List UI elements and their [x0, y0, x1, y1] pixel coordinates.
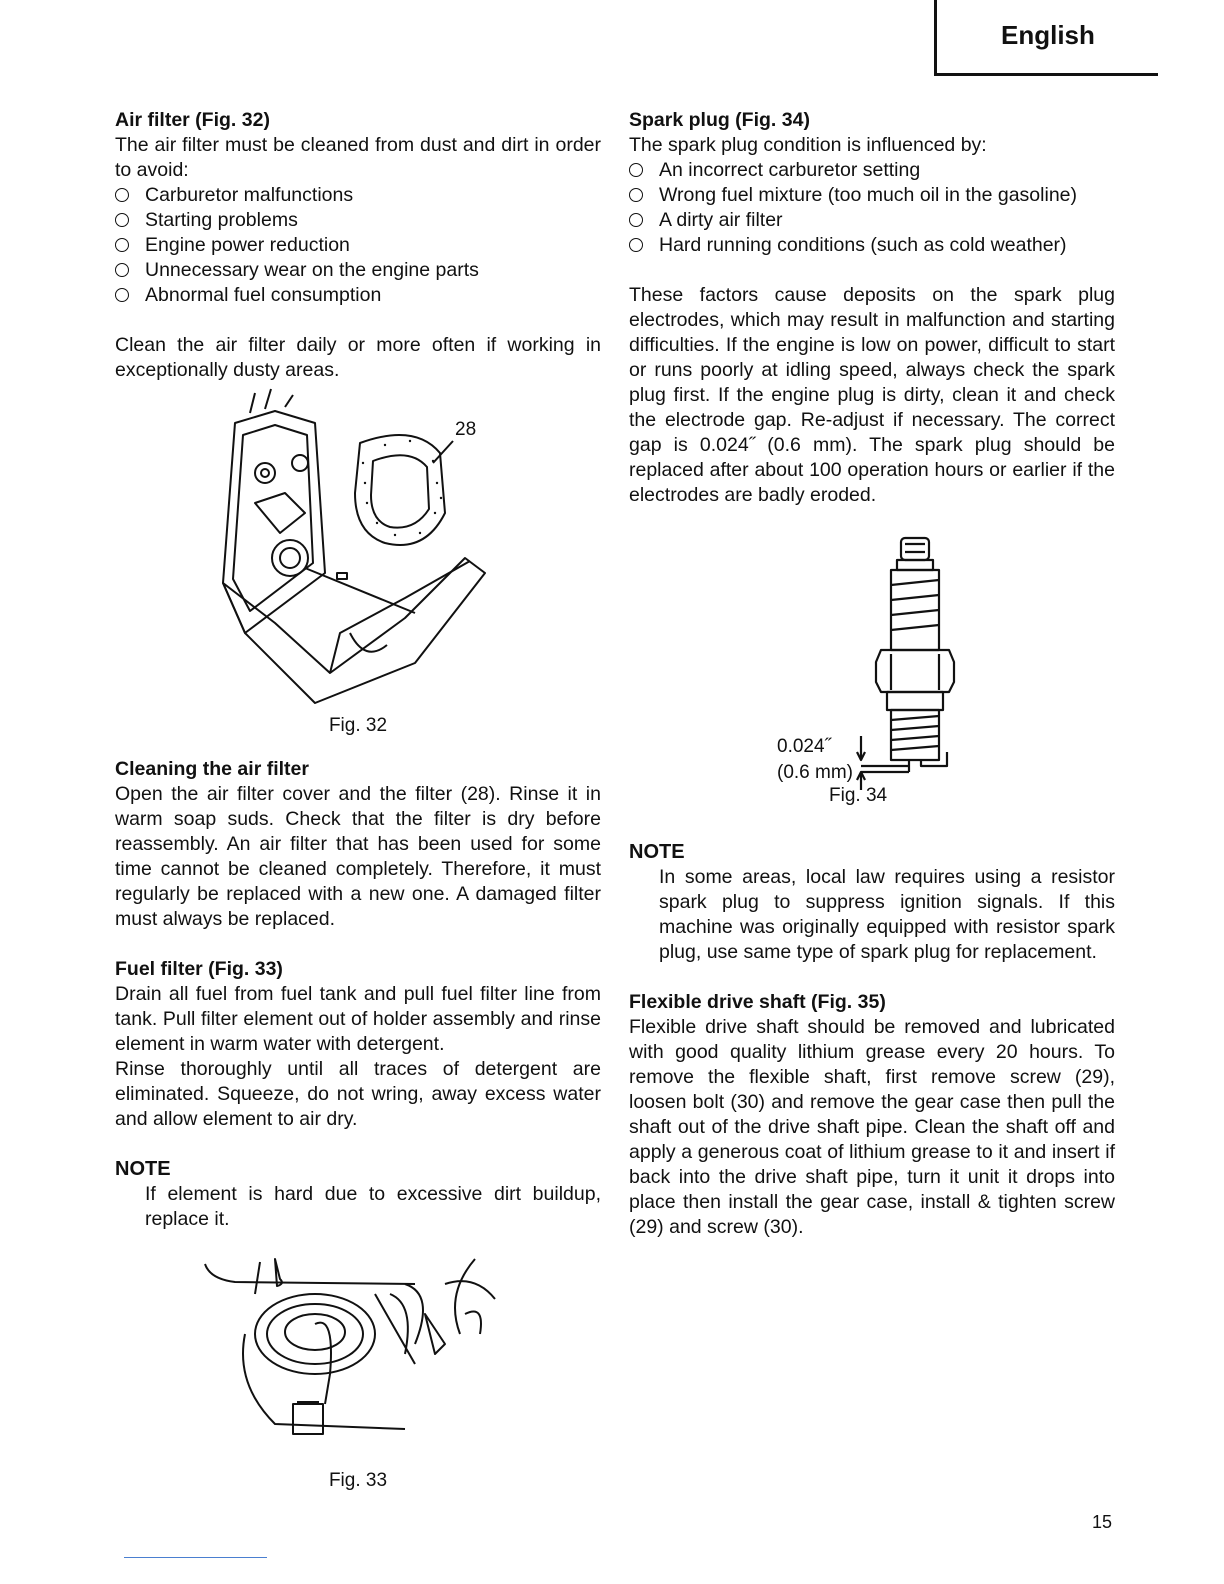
circle-bullet-icon [629, 163, 643, 177]
gap-inches: 0.024˝ [777, 736, 831, 757]
left-note-body: If element is hard due to excessive dirt buildup, replace it. [145, 1183, 601, 1230]
list-item: Carburetor malfunctions [115, 183, 601, 208]
callout-28: 28 [455, 419, 477, 440]
fuel-filter-body-2: Rinse thoroughly until all traces of detergent are eliminated. Squeeze, do not wring, away excess water and allow element to air dry. [115, 1058, 601, 1130]
figure-34-caption: Fig. 34 [829, 785, 888, 806]
spark-plug-illustration [629, 530, 1115, 810]
circle-bullet-icon [629, 188, 643, 202]
language-tab [934, 0, 1158, 76]
fuel-filter-body-1: Drain all fuel from fuel tank and pull fuel filter line from tank. Pull filter element out of holder assembly and rinse element in warm water with detergent. [115, 983, 601, 1055]
right-column [629, 108, 1115, 1240]
left-note-title: NOTE [115, 1158, 171, 1180]
circle-bullet-icon [115, 263, 129, 277]
bottom-link-line [124, 1557, 267, 1558]
spark-plug-list [629, 158, 1115, 258]
list-item: Wrong fuel mixture (too much oil in the gasoline) [629, 183, 1115, 208]
list-item: Starting problems [115, 208, 601, 233]
spark-plug-body: These factors cause deposits on the spark plug electrodes, which may result in malfunction and starting difficulties. If the engine is low on power, difficult to start or runs poorly at idling speed, always check the spark plug first. If the engine plug is dirty, clean it and check the electrode gap. Re-adjust if necessary. The correct gap is 0.024˝ (0.6 mm). The spark plug should be replaced after about 100 operation hours or earlier if the electrodes are badly eroded. [629, 284, 1115, 506]
circle-bullet-icon [115, 188, 129, 202]
circle-bullet-icon [115, 213, 129, 227]
figure-34 [629, 530, 1115, 840]
fuel-filter-illustration [115, 1254, 601, 1454]
circle-bullet-icon [629, 213, 643, 227]
language-label: English [1001, 20, 1095, 50]
air-filter-illustration [115, 383, 601, 713]
air-filter-list [115, 183, 601, 308]
page-number: 15 [1092, 1512, 1113, 1532]
figure-32 [115, 383, 601, 743]
drive-shaft-body: Flexible drive shaft should be removed and lubricated with good quality lithium grease every 20 hours. To remove the flexible shaft, first remove screw (29), loosen bolt (30) and remove the gear case then pull the shaft out of the drive shaft pipe. Clean the shaft off and apply a generous coat of lithium grease to it and insert if back into the drive shaft pipe, turn it unit it drops into place then install the gear case, install & tighten screw (29) and screw (30). [629, 1016, 1115, 1238]
figure-33-caption: Fig. 33 [328, 1470, 388, 1491]
drive-shaft-heading: Flexible drive shaft (Fig. 35) [629, 991, 886, 1013]
cleaning-heading: Cleaning the air filter [115, 758, 309, 780]
fuel-filter-heading: Fuel filter (Fig. 33) [115, 958, 283, 980]
gap-mm: (0.6 mm) [777, 762, 853, 783]
list-item: A dirty air filter [629, 208, 1115, 233]
list-item: Unnecessary wear on the engine parts [115, 258, 601, 283]
air-filter-daily-text: Clean the air filter daily or more often if working in exceptionally dusty areas. [115, 334, 601, 381]
list-item: Abnormal fuel consumption [115, 283, 601, 308]
right-note-title: NOTE [629, 841, 685, 863]
left-column [115, 108, 601, 1493]
list-item: An incorrect carburetor setting [629, 158, 1115, 183]
list-item: Hard running conditions (such as cold weather) [629, 233, 1115, 258]
circle-bullet-icon [115, 288, 129, 302]
spark-plug-intro: The spark plug condition is influenced by: [629, 134, 987, 156]
air-filter-heading: Air filter (Fig. 32) [115, 109, 270, 131]
right-note-body: In some areas, local law requires using a resistor spark plug to suppress ignition signals. If this machine was originally equipped with resistor spark plug, use same type of spark plug for replacement. [659, 866, 1115, 963]
circle-bullet-icon [115, 238, 129, 252]
figure-33 [115, 1254, 601, 1493]
air-filter-intro: The air filter must be cleaned from dust and dirt in order to avoid: [115, 134, 601, 181]
circle-bullet-icon [629, 238, 643, 252]
figure-32-caption: Fig. 32 [328, 715, 388, 736]
cleaning-body: Open the air filter cover and the filter (28). Rinse it in warm soap suds. Check that the filter is dry before reassembly. An air filter that has been used for some time cannot be cleaned completely. Therefore, it must regularly be replaced with a new one. A damaged filter must always be replaced. [115, 783, 601, 930]
list-item: Engine power reduction [115, 233, 601, 258]
spark-plug-heading: Spark plug (Fig. 34) [629, 109, 810, 131]
